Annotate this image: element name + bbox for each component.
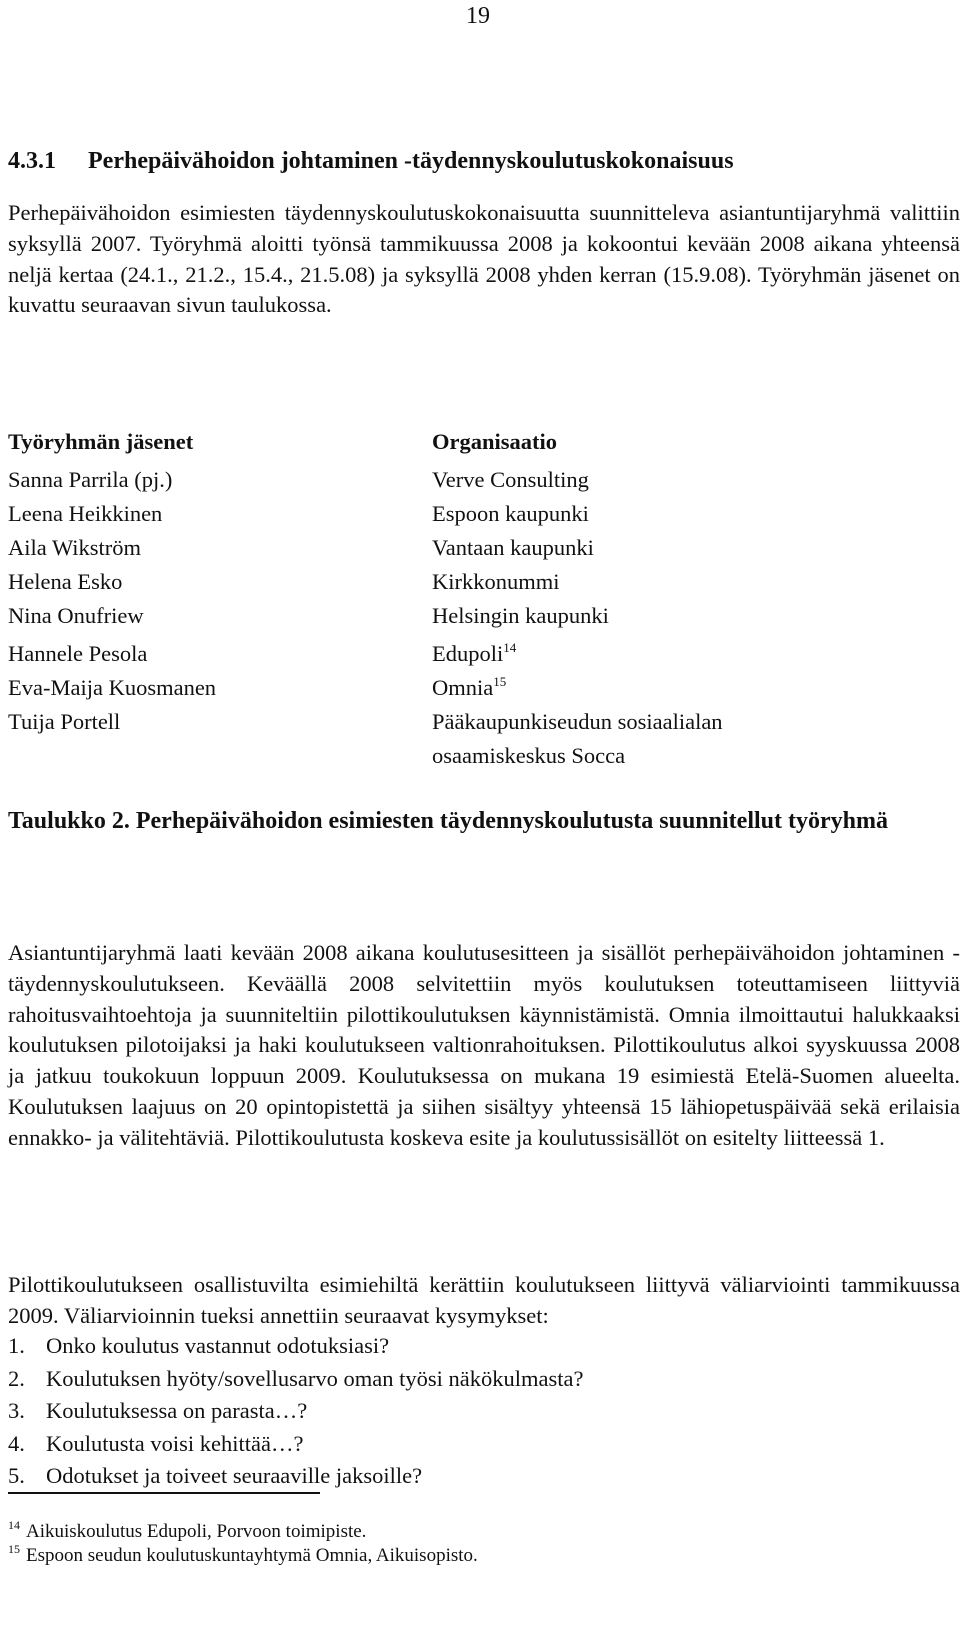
page-number: 19 bbox=[466, 3, 490, 29]
section-title: Perhepäivähoidon johtaminen -täydennyskoulutuskokonaisuus bbox=[88, 148, 734, 174]
table-header-row bbox=[8, 425, 960, 459]
member-name: Eva-Maija Kuosmanen bbox=[8, 675, 217, 700]
list-item bbox=[8, 1428, 583, 1461]
list-number: 2. bbox=[8, 1365, 25, 1391]
list-text: Onko koulutus vastannut odotuksiasi? bbox=[46, 1333, 390, 1358]
member-name: Leena Heikkinen bbox=[8, 501, 163, 526]
list-item bbox=[8, 1460, 583, 1493]
table-row bbox=[8, 531, 960, 565]
body-paragraph: Pilottikoulutukseen osallistuvilta esimiehiltä kerättiin koulutukseen liittyvä väliarviointi tammikuussa 2009. Väliarvioinnin tueksi annettiin seuraavat kysymykset: bbox=[8, 1272, 960, 1328]
member-org: Kirkkonummi bbox=[432, 569, 560, 594]
list-number: 1. bbox=[8, 1333, 25, 1358]
section-heading bbox=[8, 146, 734, 176]
member-name: Nina Onufriew bbox=[8, 603, 144, 628]
footnote bbox=[8, 1544, 478, 1568]
table-row bbox=[8, 637, 960, 671]
table-row bbox=[8, 705, 960, 768]
table-caption: Taulukko 2. Perhepäivähoidon esimiesten täydennyskoulutusta suunnitellut työryhmä bbox=[8, 808, 888, 834]
section-number: 4.3.1 bbox=[8, 148, 56, 174]
table-row bbox=[8, 497, 960, 531]
intro-paragraph: Perhepäivähoidon esimiesten täydennyskoulutuskokonaisuutta suunnitteleva asiantuntijaryhmä valittiin syksyllä 2007. Työryhmä aloitti työnsä tammikuussa 2008 ja kokoontui kevään 2008 aikana yhteensä neljä kertaa (24.1., 21.2., 15.4., 21.5.08) ja syksyllä 2008 yhden kerran (15.9.08). Työryhmän jäsenet on kuvattu seuraavan sivun taulukossa. bbox=[8, 200, 960, 318]
member-name: Hannele Pesola bbox=[8, 641, 148, 666]
list-number: 4. bbox=[8, 1430, 25, 1456]
list-text: Odotukset ja toiveet seuraaville jaksoille? bbox=[46, 1463, 423, 1488]
list-item bbox=[8, 1395, 583, 1428]
footnote-number: 15 bbox=[8, 1542, 20, 1556]
table-row bbox=[8, 671, 960, 705]
footnote-ref: 15 bbox=[493, 674, 507, 689]
member-org: Verve Consulting bbox=[432, 467, 589, 492]
list-text: Koulutusta voisi kehittää…? bbox=[46, 1430, 304, 1456]
table-row bbox=[8, 599, 960, 633]
org-name: Omnia bbox=[432, 675, 494, 700]
member-org bbox=[432, 637, 516, 671]
list-item bbox=[8, 1363, 583, 1396]
member-name: Tuija Portell bbox=[8, 709, 121, 734]
footnote-ref: 14 bbox=[503, 640, 517, 655]
footnote bbox=[8, 1520, 366, 1544]
header-members: Työryhmän jäsenet bbox=[8, 429, 194, 454]
org-name: Edupoli bbox=[432, 641, 504, 666]
member-name: Sanna Parrila (pj.) bbox=[8, 467, 173, 492]
footnote-number: 14 bbox=[8, 1518, 20, 1532]
member-org bbox=[432, 671, 506, 705]
member-org: Pääkaupunkiseudun sosiaalialan osaamiskeskus Socca bbox=[432, 709, 723, 768]
list-text: Koulutuksen hyöty/sovellusarvo oman työsi näkökulmasta? bbox=[46, 1365, 584, 1391]
member-org: Vantaan kaupunki bbox=[432, 535, 594, 560]
body-paragraph: Asiantuntijaryhmä laati kevään 2008 aikana koulutusesitteen ja sisällöt perhepäivähoidon johtaminen -täydennyskoulutukseen. Keväällä 2008 selvitettiin myös koulutuksen toteuttamiseen liittyviä rahoitusvaihtoehtoja ja suunniteltiin pilottikoulutuksen käynnistämistä. Omnia ilmoittautui halukkaaksi koulutuksen pilotoijaksi ja haki koulutukseen valtionrahoituksen. Pilottikoulutus alkoi syyskuussa 2008 ja jatkuu toukokuun loppuun 2009. Koulutuksessa on mukana 19 esimiestä Etelä-Suomen alueelta. Koulutuksen laajuus on 20 opintopistettä ja siihen sisältyy yhteensä 15 lähiopetuspäivää sekä erilaisia ennakko- ja välitehtäviä. Pilottikoulutusta koskeva esite ja koulutussisällöt on esitelty liitteessä 1. bbox=[8, 940, 960, 1150]
member-name: Helena Esko bbox=[8, 569, 123, 594]
footnote-text: Espoon seudun koulutuskuntayhtymä Omnia, Aikuisopisto. bbox=[26, 1545, 478, 1566]
footnote-divider bbox=[8, 1492, 320, 1494]
list-text: Koulutuksessa on parasta…? bbox=[46, 1398, 308, 1423]
footnote-text: Aikuiskoulutus Edupoli, Porvoon toimipiste. bbox=[26, 1521, 367, 1542]
table-row bbox=[8, 463, 960, 497]
member-org: Espoon kaupunki bbox=[432, 501, 589, 526]
member-org: Helsingin kaupunki bbox=[432, 603, 609, 628]
list-number: 3. bbox=[8, 1398, 25, 1423]
list-number: 5. bbox=[8, 1463, 25, 1488]
header-organisation: Organisaatio bbox=[432, 429, 558, 454]
question-list bbox=[8, 1330, 583, 1493]
member-name: Aila Wikström bbox=[8, 535, 142, 560]
table-row bbox=[8, 565, 960, 599]
list-item bbox=[8, 1330, 583, 1363]
